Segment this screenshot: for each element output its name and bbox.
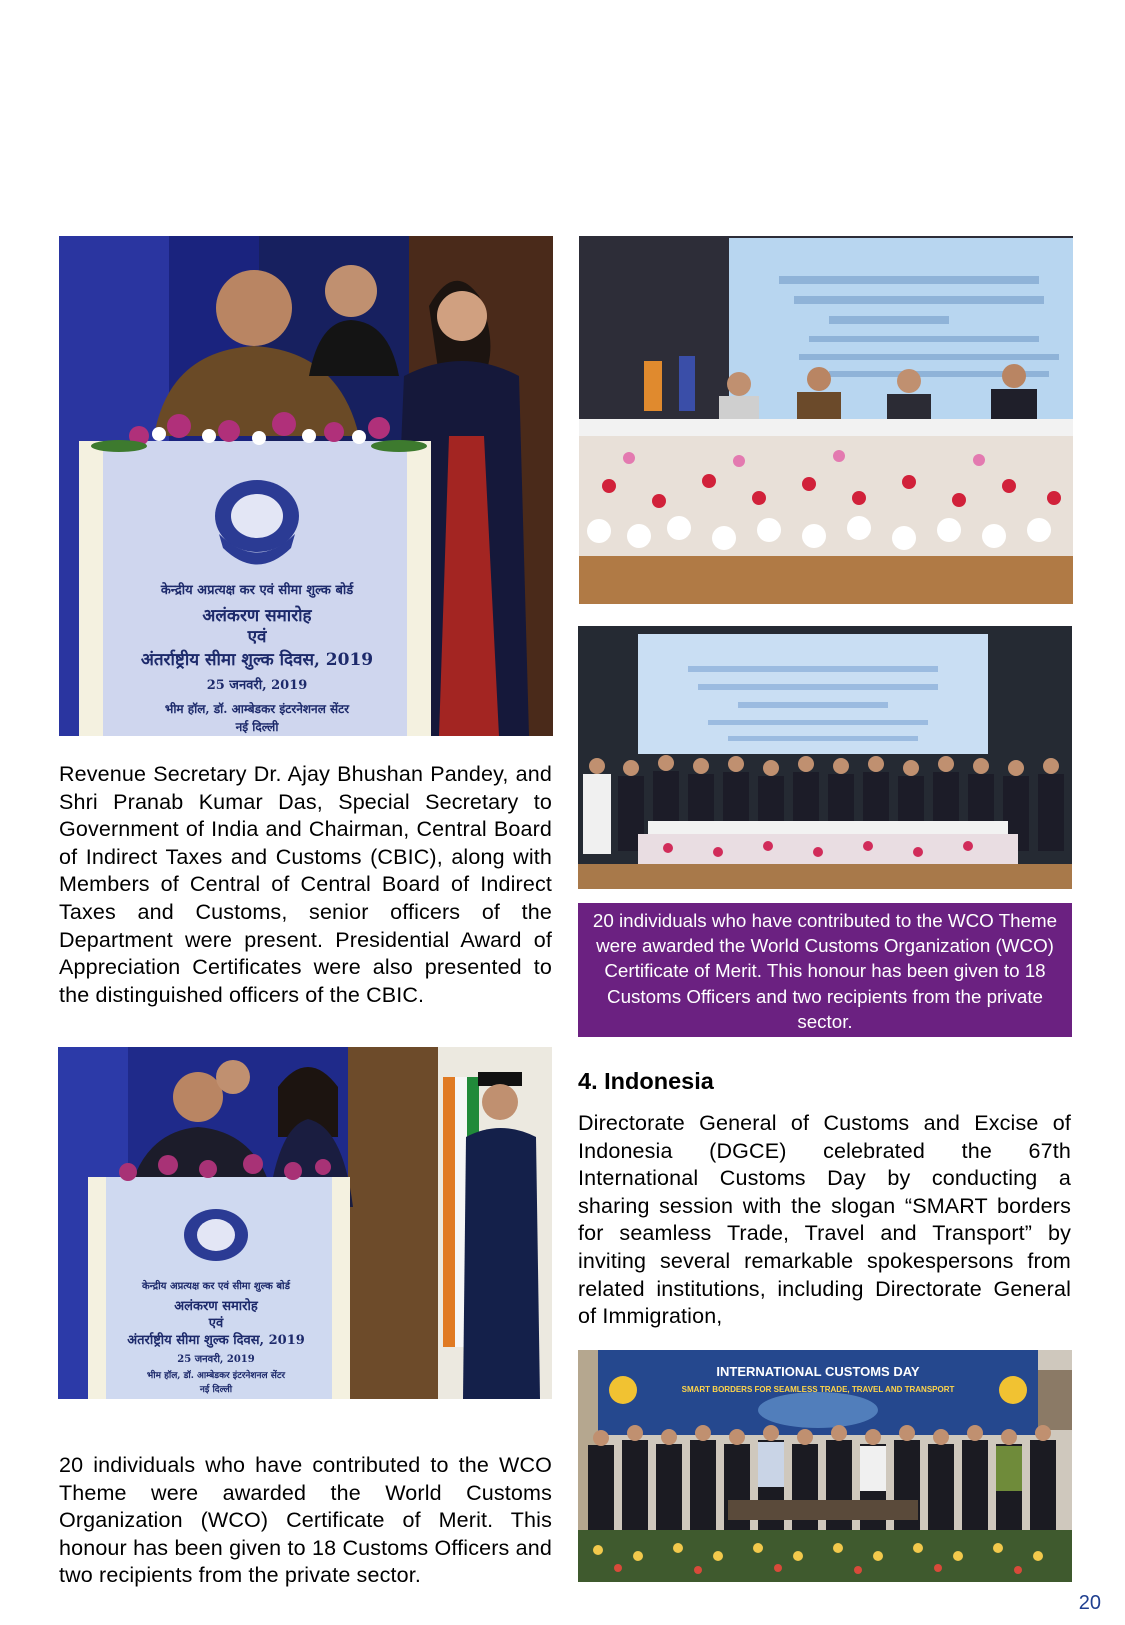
page-number: 20 [1078,1592,1101,1614]
photo-group [578,626,1072,889]
indonesia-banner-title: INTERNATIONAL CUSTOMS DAY [716,1364,920,1379]
podium-board-line-7: नई दिल्ली [235,720,279,734]
podium-board-line-2: अलंकरण समारोह [202,606,312,626]
indonesia-banner-subtitle: SMART BORDERS FOR SEAMLESS TRADE, TRAVEL AND TRANSPORT [681,1385,955,1394]
podium-board-line-3: एवं [247,627,267,647]
purple-caption: 20 individuals who have contributed to the WCO Theme were awarded the World Customs Organization (WCO) Certificate of Merit. This honour has been given to 18 Customs Officers and two recipients from the private sector. [578,903,1072,1037]
podium2-board-line-2: अलंकरण समारोह [174,1299,258,1314]
bottom-paragraph: 20 individuals who have contributed to the WCO Theme were awarded the World Customs Organization (WCO) Certificate of Merit. This honour has been given to 18 Customs Officers and two recipients from the private sector. [59,1453,552,1588]
indonesia-heading: 4. Indonesia [578,1068,714,1094]
podium-board-line-5: 25 जनवरी, 2019 [206,678,308,693]
photo-indonesia-event [578,1350,1072,1582]
photo-dais [579,236,1073,604]
podium-board-line-1: केन्द्रीय अप्रत्यक्ष कर एवं सीमा शुल्क बोर्ड [160,583,354,598]
podium2-board-line-5: 25 जनवरी, 2019 [177,1354,255,1365]
podium-board-line-6: भीम हॉल, डॉ. आम्बेडकर इंटरनेशनल सेंटर [164,702,350,716]
podium2-board-line-6: भीम हॉल, डॉ. आम्बेडकर इंटरनेशनल सेंटर [146,1371,286,1381]
photo-podium-speaker [59,236,553,736]
indonesia-paragraph: Directorate General of Customs and Excise of Indonesia (DGCE) celebrated the 67th International Customs Day by conducting a sharing session with the slogan “SMART borders for seamless Trade, Travel and Transport” by inviting several remarkable spokespersons from related institutions, including Directorate General of Immigration, [578,1111,1071,1329]
photo-podium-second [58,1047,552,1399]
podium2-board-line-3: एवं [208,1316,224,1331]
left-paragraph: Revenue Secretary Dr. Ajay Bhushan Pandey, and Shri Pranab Kumar Das, Special Secretary to Government of India and Chairman, Central Board of Indirect Taxes and Customs (CBIC), along with Members of Central of Central Board of Indirect Taxes and Customs, senior officers of the Department were present. Presidential Award of Appreciation Certificates were also presented to the distinguished officers of the CBIC. [59,762,552,1007]
podium2-board-line-4: अंतर्राष्ट्रीय सीमा शुल्क दिवस, 2019 [127,1333,305,1348]
podium2-board-line-1: केन्द्रीय अप्रत्यक्ष कर एवं सीमा शुल्क बोर्ड [142,1281,290,1292]
podium2-board-line-7: नई दिल्ली [199,1385,233,1395]
podium-board-line-4: अंतर्राष्ट्रीय सीमा शुल्क दिवस, 2019 [140,650,374,670]
